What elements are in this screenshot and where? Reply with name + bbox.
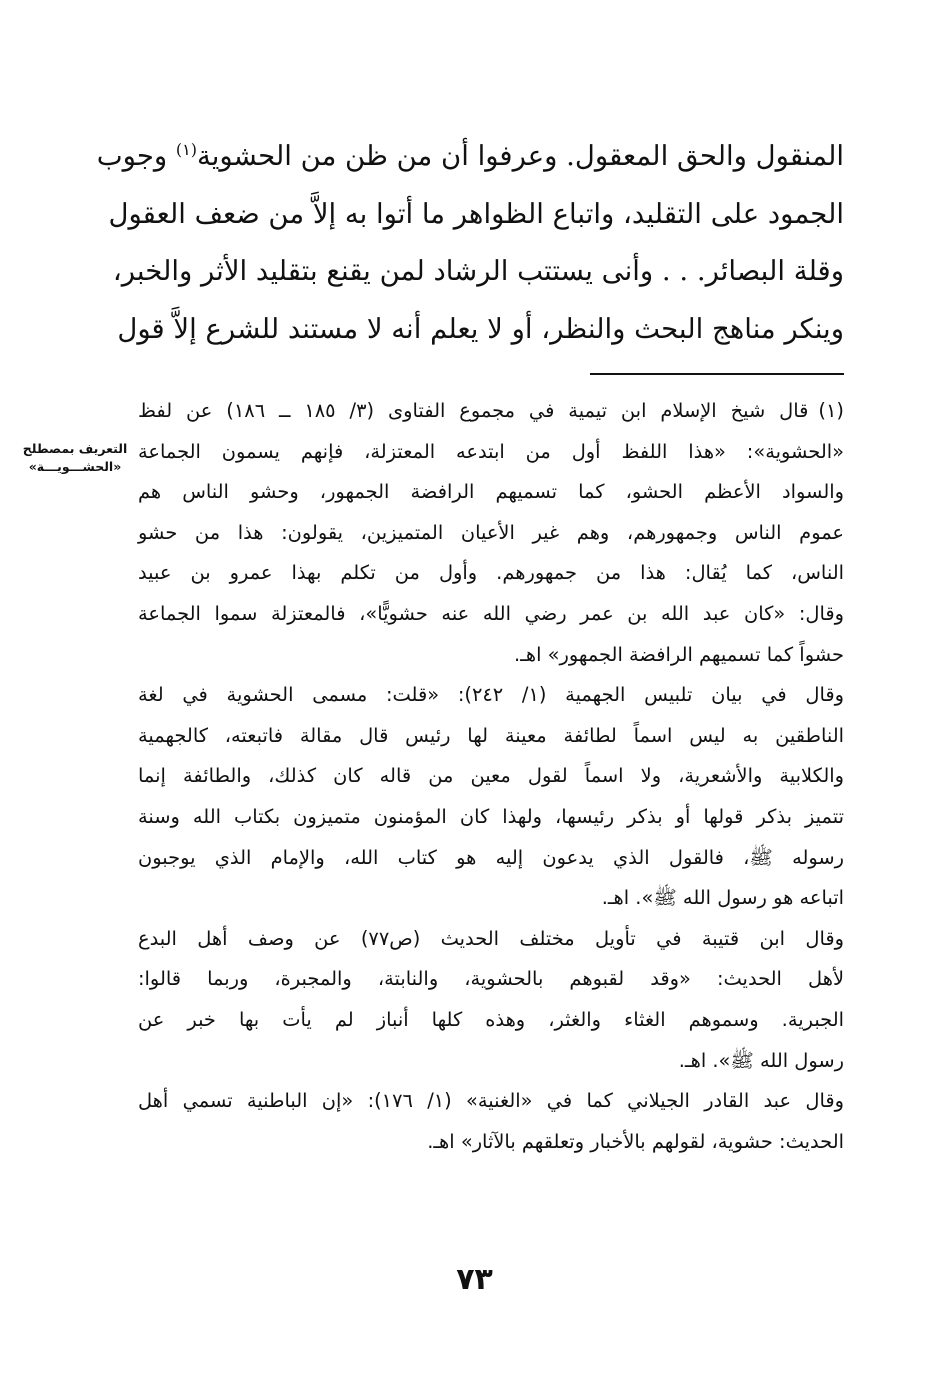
- footnote-line-6: وقال: «كان عبد الله بن عمر رضي الله عنه حشويًّا»، فالمعتزلة سموا الجماعة: [138, 601, 844, 625]
- footnote-line-4: عموم الناس وجمهورهم، وهم غير الأعيان المتميزين، يقولون: هذا من حشو: [138, 520, 844, 544]
- margin-note: [20, 440, 130, 476]
- footnote-line-19: الحديث: حشوية، لقولهم بالأخبار وتعلقهم بالآثار» اهـ.: [427, 1129, 844, 1153]
- footnote: [138, 391, 844, 1162]
- footnote-reference[interactable]: (١): [175, 139, 197, 159]
- footnote-line-13: اتباعه هو رسول الله ﷺ». اهـ.: [601, 886, 844, 910]
- footnote-line-12: رسوله ﷺ، فالقول الذي يدعون إليه هو كتاب الله، والإمام الذي يوجبون: [138, 845, 844, 869]
- footnote-line-11: تتميز بذكر قولها أو بذكر رئيسها، ولهذا كان المؤمنون متميزون بكتاب الله وسنة: [138, 804, 844, 828]
- main-line-4: وينكر مناهج البحث والنظر، أو لا يعلم أنه لا مستند للشرع إلاَّ قول: [117, 312, 844, 345]
- footnote-line-18: وقال عبد القادر الجيلاني كما في «الغنية» (١/ ١٧٦): «إن الباطنية تسمي أهل: [138, 1089, 844, 1113]
- margin-note-line-1: التعريف بمصطلح: [22, 441, 128, 456]
- footnote-line-3: والسواد الأعظم الحشو، كما تسميهم الرافضة الجمهور، وحشو الناس هم: [138, 480, 844, 504]
- main-line-3: وقلة البصائر. . . وأنى يستتب الرشاد لمن يقنع بتقليد الأثر والخبر،: [112, 255, 844, 287]
- footnote-line-7: حشواً كما تسميهم الرافضة الجمهور» اهـ.: [514, 642, 844, 666]
- footnote-line-2: «الحشوية»: «هذا اللفظ أول من ابتدعه المعتزلة، فإنهم يسمون الجماعة: [138, 439, 844, 463]
- main-line-1: المنقول والحق المعقول. وعرفوا أن من ظن من الحشوية$^{(١)}$ وجوب: [96, 139, 844, 172]
- footnote-line-17: رسول الله ﷺ». اهـ.: [678, 1048, 844, 1072]
- footnote-line-5: الناس، كما يُقال: هذا من جمهورهم. وأول من تكلم بهذا عمرو بن عبيد: [138, 561, 844, 585]
- footnote-line-16: الجبرية. وسموهم الغثاء والغثر، وهذه كلها أنباز لم يأت بها خبر عن: [138, 1007, 844, 1031]
- footnote-line-15: لأهل الحديث: «وقد لقبوهم بالحشوية، والنابتة، والمجبرة، وربما قالوا:: [138, 967, 844, 991]
- footnote-line-14: وقال ابن قتيبة في تأويل مختلف الحديث (ص٧٧) عن وصف أهل البدع: [138, 926, 844, 950]
- footnote-line-8: وقال في بيان تلبيس الجهمية (١/ ٢٤٢): «قلت: مسمى الحشوية في لغة: [138, 683, 844, 707]
- footnote-line-1: (١)قال شيخ الإسلام ابن تيمية في مجموع الفتاوى (٣/ ١٨٥ ــ ١٨٦) عن لفظ: [138, 391, 844, 432]
- page-number: ٧٣: [456, 1262, 493, 1297]
- footnote-separator: [590, 373, 844, 375]
- footnote-line-10: والكلابية والأشعرية، ولا اسماً لقول معين من قاله كان كذلك، والطائفة إنما: [138, 764, 844, 788]
- main-text: [96, 128, 844, 358]
- footnote-number: (١): [818, 399, 844, 422]
- footnote-line-9: الناطقين به ليس اسماً لطائفة معينة لها رئيس قال مقالة فاتبعته، كالجهمية: [138, 723, 844, 747]
- margin-note-line-2: «الحشـــويـــة»: [28, 459, 122, 474]
- main-line-2: الجمود على التقليد، واتباع الظواهر ما أتوا به إلاَّ من ضعف العقول: [108, 197, 844, 230]
